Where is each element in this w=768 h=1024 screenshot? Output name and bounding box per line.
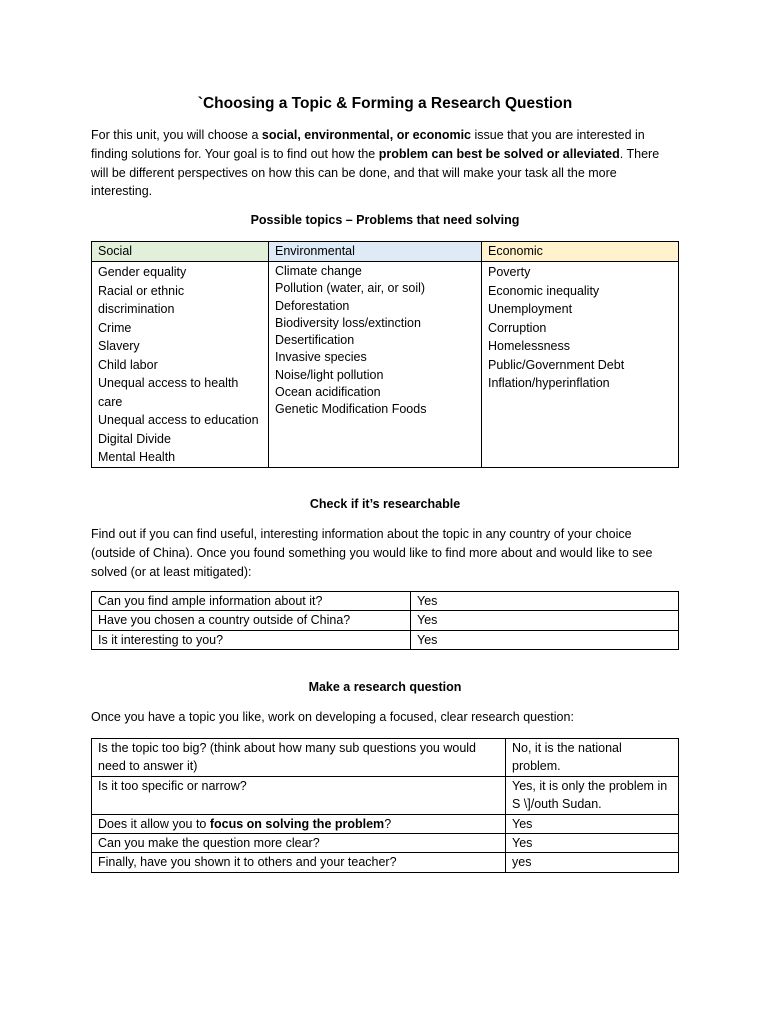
list-item: Digital Divide — [98, 431, 171, 446]
list-item: Pollution (water, air, or soil) — [275, 281, 426, 296]
list-item: Slavery — [98, 339, 140, 353]
question-cell: Can you make the question more clear? — [92, 834, 506, 853]
page-title: `Choosing a Topic & Forming a Research Question — [197, 95, 573, 112]
list-item: Economic inequality — [488, 283, 600, 298]
list-item: Unemployment — [488, 302, 573, 316]
answer-cell: No, it is the national problem. — [506, 739, 679, 777]
answer-cell: Yes — [506, 834, 679, 853]
header-environmental: Environmental — [269, 242, 482, 262]
question-cell: Can you find ample information about it? — [92, 592, 411, 611]
table-row — [92, 611, 679, 630]
header-social: Social — [92, 242, 269, 262]
list-item: Deforestation — [275, 298, 350, 313]
list-item: Gender equality — [98, 265, 187, 279]
intro-paragraph: For this unit, you will choose a social, environmental, or economic issue that you are interested in finding solutions for. Your goal is to find out how the problem can best be solved or alleviated. There will be different perspectives on how this can be done, and that will make your task all the more interesting. — [91, 128, 660, 199]
list-item: Homelessness — [488, 339, 570, 353]
topics-table — [91, 241, 679, 468]
table-row — [92, 776, 679, 814]
social-topics-cell — [92, 262, 269, 468]
list-item: Climate change — [275, 264, 362, 278]
question-cell: Is the topic too big? (think about how many sub questions you would need to answer it) — [92, 739, 506, 777]
list-item: Corruption — [488, 320, 547, 335]
economic-topics-cell — [482, 262, 679, 468]
list-item: Mental Health — [98, 450, 176, 464]
list-item: Crime — [98, 320, 132, 335]
question-heading: Make a research question — [308, 680, 462, 694]
answer-cell: Yes — [411, 611, 679, 630]
answer-cell: yes — [506, 853, 679, 872]
table-row — [92, 814, 679, 833]
list-item: Biodiversity loss/extinction — [275, 315, 421, 330]
list-item: Invasive species — [275, 350, 367, 365]
question-cell: Finally, have you shown it to others and your teacher? — [92, 853, 506, 872]
research-heading: Check if it’s researchable — [309, 497, 461, 511]
environmental-topics-cell — [269, 262, 482, 468]
list-item: Child labor — [98, 357, 158, 372]
list-item: Ocean acidification — [275, 385, 381, 400]
question-cell: Is it interesting to you? — [92, 630, 411, 649]
list-item: Racial or ethnic discrimination — [98, 283, 185, 316]
research-table — [91, 591, 679, 650]
list-item: Genetic Modification Foods — [275, 402, 427, 417]
question-cell: Is it too specific or narrow? — [92, 776, 506, 814]
table-row — [92, 592, 679, 611]
answer-cell: Yes, it is only the problem in S \]/outh Sudan. — [506, 776, 679, 814]
answer-cell: Yes — [411, 592, 679, 611]
list-item: Poverty — [488, 265, 531, 279]
answer-cell: Yes — [411, 630, 679, 649]
table-row — [92, 853, 679, 872]
list-item: Desertification — [275, 333, 355, 348]
topics-heading: Possible topics – Problems that need solving — [250, 213, 520, 227]
table-row — [92, 739, 679, 777]
list-item: Unequal access to health care — [98, 376, 239, 409]
list-item: Unequal access to education — [98, 413, 259, 427]
list-item: Inflation/hyperinflation — [488, 376, 610, 390]
table-row — [92, 834, 679, 853]
question-paragraph: Once you have a topic you like, work on developing a focused, clear research question: — [91, 710, 574, 724]
question-table — [91, 738, 679, 873]
research-paragraph: Find out if you can find useful, interesting information about the topic in any country of your choice (outside of China). Once you found something you would like to find more about and would like to see solved (or at least mitigated): — [91, 527, 653, 579]
question-cell: Have you chosen a country outside of China? — [92, 611, 411, 630]
list-item: Public/Government Debt — [488, 357, 625, 372]
table-row — [92, 630, 679, 649]
question-cell: Does it allow you to focus on solving the problem? — [92, 814, 506, 833]
list-item: Noise/light pollution — [275, 367, 384, 382]
answer-cell: Yes — [506, 814, 679, 833]
header-economic: Economic — [482, 242, 679, 262]
